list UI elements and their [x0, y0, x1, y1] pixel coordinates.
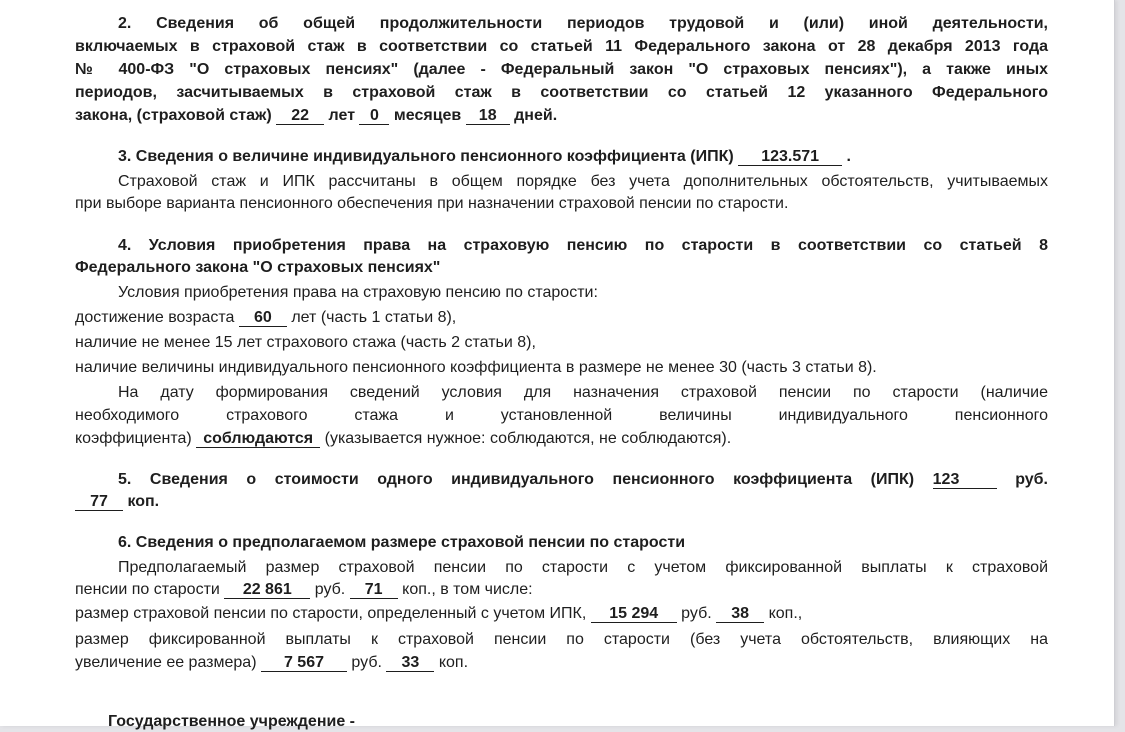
section-4-heading: 4. Условия приобретения права на страховую пенсию по старости в соответствии со статьей 8: [118, 237, 1048, 254]
text: руб.: [346, 654, 387, 671]
fixed-payment-text: размер фиксированной выплаты к страховой пенсии по старости (без учета обстоятельств, влияющих на: [75, 631, 1048, 648]
text: достижение возраста: [75, 309, 239, 326]
text: размер страховой пенсии по старости, определенный с учетом ИПК,: [75, 605, 591, 622]
age-value: 60: [239, 309, 287, 327]
months-value: 0: [359, 107, 389, 125]
text: лет: [324, 107, 360, 124]
text: пенсии по старости: [75, 581, 225, 598]
text: 3. Сведения о величине индивидуального пенсионного коэффициента (ИПК): [118, 148, 739, 165]
text: 5. Сведения о стоимости одного индивидуального пенсионного коэффициента (ИПК): [118, 471, 933, 488]
ipk-cost-rub: 123: [933, 471, 997, 489]
text: руб.: [676, 605, 717, 622]
section-2-line: включаемых в страховой стаж в соответствии со статьей 11 Федерального закона от 28 декабря 2013 года: [75, 38, 1048, 55]
text: .: [842, 148, 851, 165]
insurance-pension-line: [75, 604, 1048, 624]
text: увеличение ее размера): [75, 654, 261, 671]
total-kop: 71: [350, 581, 398, 599]
total-rub: 22 861: [224, 581, 310, 599]
section-3-text: при выборе варианта пенсионного обеспечения при назначении страховой пенсии по старости.: [75, 195, 789, 212]
conditions-intro: Условия приобретения права на страховую пенсию по старости:: [118, 284, 598, 301]
text: коп.: [434, 654, 469, 671]
fixed-kop: 33: [386, 654, 434, 672]
text: дней.: [509, 107, 558, 124]
section-5-kop: [75, 492, 1048, 512]
section-5-heading: [118, 470, 1048, 490]
text: месяцев: [389, 107, 466, 124]
status-value: соблюдаются: [196, 430, 320, 448]
insurance-kop: 38: [716, 605, 764, 623]
section-4-heading: Федерального закона "О страховых пенсиях": [75, 259, 441, 276]
section-2-line: 2. Сведения об общей продолжительности периодов трудовой и (или) иной деятельности,: [118, 15, 1048, 32]
ipk-cost-kop: 77: [75, 493, 123, 511]
text: руб.: [996, 471, 1049, 488]
insurance-rub: 15 294: [591, 605, 677, 623]
section-6-heading: 6. Сведения о предполагаемом размере страховой пенсии по старости: [118, 534, 686, 551]
text: лет (часть 1 статьи 8),: [286, 309, 457, 326]
conditions-status-line: [75, 429, 1048, 449]
text: коп.,: [764, 605, 803, 622]
section-3-text: Страховой стаж и ИПК рассчитаны в общем порядке без учета дополнительных обстоятельств, учитываемых: [118, 173, 1048, 190]
text: коэффициента): [75, 430, 197, 447]
section-3-heading: [118, 147, 1048, 167]
text: закона, (страховой стаж): [75, 107, 277, 124]
days-value: 18: [466, 107, 510, 125]
total-pension-line: [75, 580, 1048, 600]
condition-age: [75, 308, 1048, 328]
years-value: 22: [276, 107, 324, 125]
text: коп.: [123, 493, 160, 510]
ipk-value: 123.571: [738, 148, 842, 166]
insurance-period-line: [75, 106, 1048, 126]
section-6-text: Предполагаемый размер страховой пенсии по старости с учетом фиксированной выплаты к страховой: [118, 559, 1048, 576]
condition-period: наличие не менее 15 лет страхового стажа (часть 2 статьи 8),: [75, 334, 536, 351]
section-2-line: периодов, засчитываемых в страховой стаж в соответствии со статьей 12 указанного Федерального: [75, 84, 1048, 101]
conditions-status-text: На дату формирования сведений условия для назначения страховой пенсии по старости (наличие: [118, 384, 1048, 401]
organization-name: Государственное учреждение -: [108, 713, 355, 730]
text: руб.: [310, 581, 350, 598]
condition-ipk: наличие величины индивидуального пенсионного коэффициента в размере не менее 30 (часть 3 статьи 8).: [75, 359, 877, 376]
text: коп., в том числе:: [397, 581, 533, 598]
fixed-payment-line: [75, 653, 1048, 673]
conditions-status-text: необходимого страхового стажа и установленной величины индивидуального пенсионного: [75, 407, 1048, 424]
section-2-line: № 400-ФЗ "О страховых пенсиях" (далее - Федеральный закон "О страховых пенсиях"), а также иных: [75, 61, 1048, 78]
fixed-rub: 7 567: [261, 654, 347, 672]
text: (указывается нужное: соблюдаются, не соблюдаются).: [320, 430, 732, 447]
